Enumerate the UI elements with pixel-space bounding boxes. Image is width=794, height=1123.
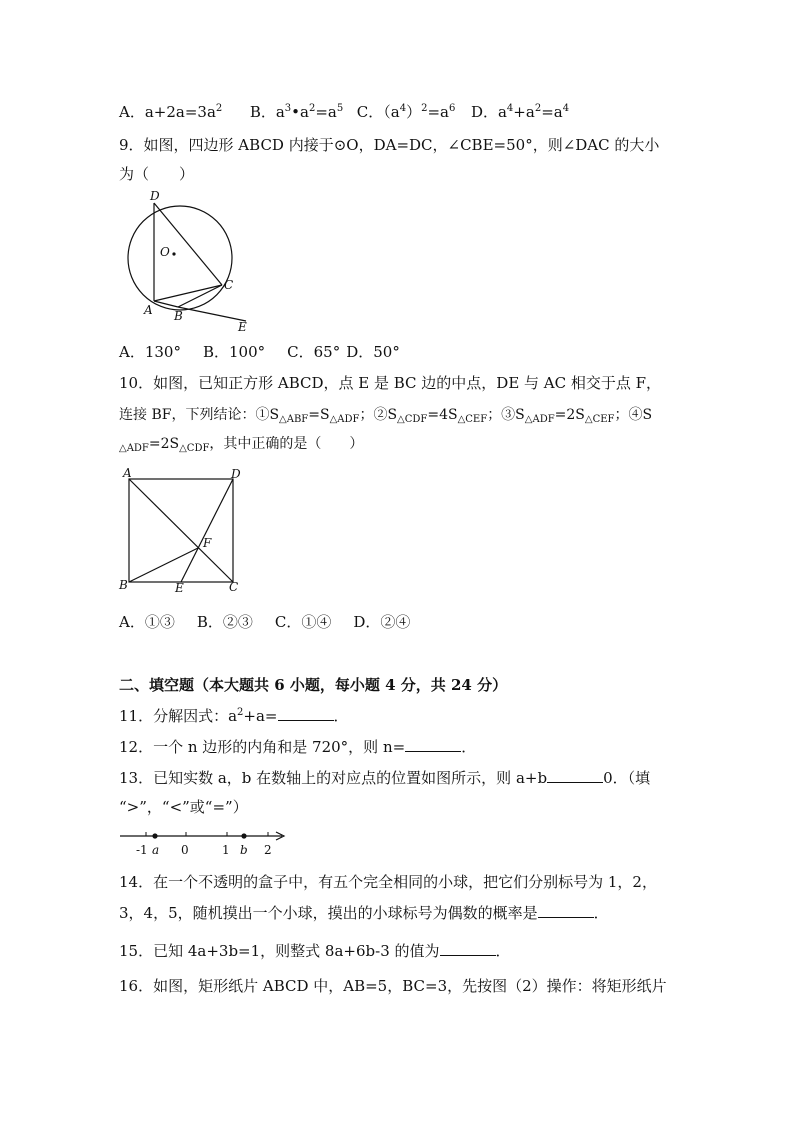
label-b: B xyxy=(119,578,128,592)
q11: 11．分解因式：$a^2+a=$ ． xyxy=(119,707,349,725)
label-d: D xyxy=(150,189,160,203)
point-b xyxy=(241,833,246,838)
label-0: 0 xyxy=(181,843,189,857)
q9-option-d: D．50° xyxy=(346,343,400,361)
q9-option-c: C．65° xyxy=(287,343,341,361)
q9-option-a: A．130° xyxy=(119,343,181,361)
q12: 12．一个 n 边形的内角和是 720°，则 n= ． xyxy=(119,738,477,756)
ray-be xyxy=(178,307,246,321)
q9-circle-figure xyxy=(110,190,260,335)
q13-line2: “>”，“<”或“=”） xyxy=(119,798,248,816)
q10-line3: $_{\triangle ADF}=2S_{\triangle CDF}$，其中正确的是（ ） xyxy=(119,436,364,454)
q10-option-b: B．②③ xyxy=(196,613,253,631)
label-m1: -1 xyxy=(136,843,148,857)
point-a xyxy=(152,833,157,838)
q9-options xyxy=(119,342,400,362)
q10-line2: 连接 BF，下列结论：$①S_{\triangle ABF}=S_{\triangle ADF}$；$②S_{\triangle CDF}=4S_{\triangle CEF}$；$③S_{\triangle ADF}=2S_{\triangle CEF}$；④S xyxy=(119,407,653,425)
segment-bf xyxy=(129,548,198,582)
label-b: B xyxy=(174,309,183,323)
q10-option-a: A．①③ xyxy=(119,613,175,631)
q10-square-figure xyxy=(115,465,250,595)
q11-blank[interactable] xyxy=(278,706,334,721)
diagonal-ac xyxy=(129,479,233,582)
label-a: A xyxy=(123,466,132,480)
q13-line1: 13．已知实数 a，b 在数轴上的对应点的位置如图所示，则 a+b 0．（填 xyxy=(119,769,651,787)
label-e: E xyxy=(238,320,247,334)
label-1: 1 xyxy=(222,843,230,857)
q9-line2: 为（ ） xyxy=(119,165,195,183)
label-d: D xyxy=(231,467,241,481)
q15: 15．已知 4a+3b=1，则整式 8a+6b-3 的值为 ． xyxy=(119,942,511,960)
label-f: F xyxy=(203,536,212,550)
q12-blank[interactable] xyxy=(405,737,461,752)
q10-options xyxy=(119,612,410,632)
q8-options: A．$a+2a=3a^2$ B．$a^3•a^2=a^5$ C．$(a^4)^2=a^6$ D．$a^4+a^2=a^4$ xyxy=(119,103,570,121)
q10-option-d: D．②④ xyxy=(353,613,411,631)
q9-line1: 9．如图，四边形 ABCD 内接于⊙O，DA=DC，∠CBE=50°，则∠DAC 的大小 xyxy=(119,136,660,154)
label-o: O xyxy=(160,245,170,259)
center-point xyxy=(172,252,175,255)
q9-option-b: B．100° xyxy=(202,343,266,361)
label-a: a xyxy=(152,843,160,857)
q10-option-c: C．①④ xyxy=(274,613,332,631)
q15-blank[interactable] xyxy=(440,941,496,956)
segment-ab xyxy=(154,301,178,307)
label-c: C xyxy=(224,278,234,292)
label-2: 2 xyxy=(264,843,272,857)
q14-line2: 3，4，5，随机摸出一个小球，摸出的小球标号为偶数的概率是 ． xyxy=(119,904,609,922)
q14-blank[interactable] xyxy=(538,903,594,918)
q16-line1: 16．如图，矩形纸片 ABCD 中，AB=5，BC=3，先按图（2）操作：将矩形纸片 xyxy=(119,977,667,995)
q14-line1: 14．在一个不透明的盒子中，有五个完全相同的小球，把它们分别标号为 1，2， xyxy=(119,873,657,891)
label-c: C xyxy=(229,580,239,594)
label-b: b xyxy=(240,843,248,857)
section2-title: 二、填空题（本大题共 6 小题，每小题 4 分，共 24 分） xyxy=(119,676,508,694)
q10-line1: 10．如图，已知正方形 ABCD，点 E 是 BC 边的中点，DE 与 AC 相交于点 F， xyxy=(119,374,662,392)
segment-de xyxy=(181,479,233,582)
label-a: A xyxy=(144,303,153,317)
q13-number-line xyxy=(118,826,293,858)
label-e: E xyxy=(175,581,184,595)
q13-blank[interactable] xyxy=(547,768,603,783)
segment-dc xyxy=(154,203,222,285)
